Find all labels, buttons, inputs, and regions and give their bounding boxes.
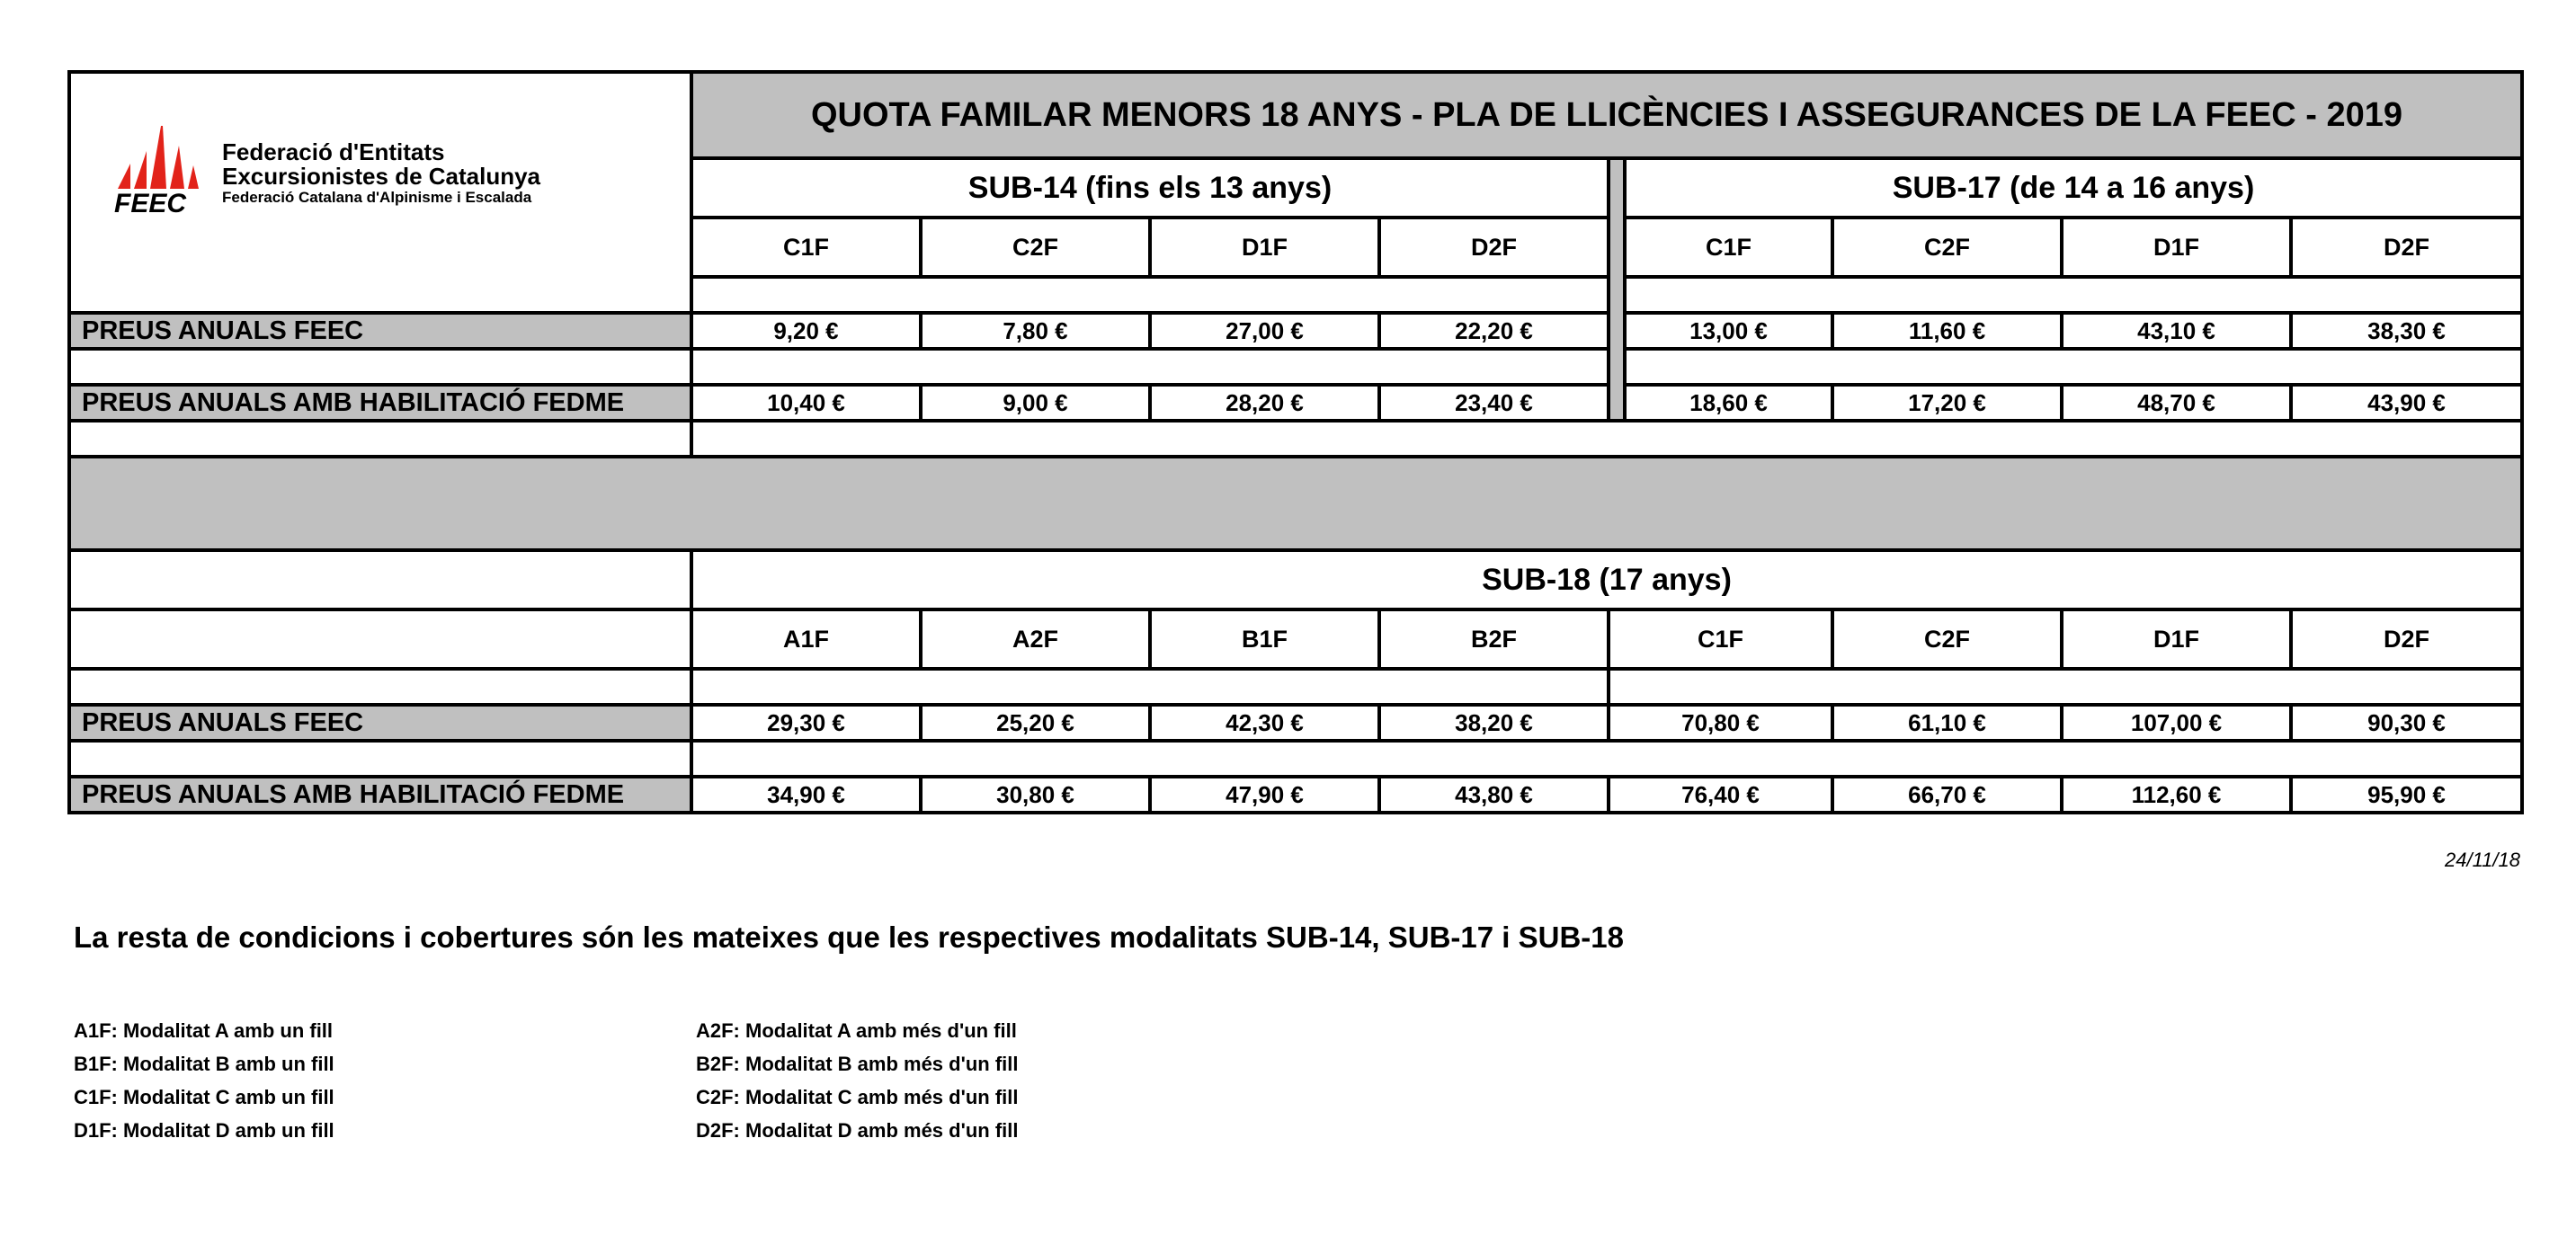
row-label: PREUS ANUALS FEEC	[69, 313, 691, 349]
blank-cell	[691, 741, 2522, 777]
price-cell: 9,20 €	[691, 313, 921, 349]
blank-cell	[1625, 349, 2522, 385]
table-row	[69, 705, 2522, 741]
price-cell: 10,40 €	[691, 385, 921, 421]
feec-logo	[111, 119, 540, 218]
price-cell: 76,40 €	[1609, 777, 1832, 813]
modality-header: C1F	[691, 218, 921, 277]
blank-cell	[69, 550, 691, 609]
group-separator	[1609, 158, 1625, 421]
blank-cell	[69, 349, 691, 385]
table-row	[69, 777, 2522, 813]
price-cell: 38,20 €	[1379, 705, 1609, 741]
conditions-note: La resta de condicions i cobertures són les mateixes que les respectives modalitats SUB-14, SUB-17 i SUB-18	[74, 920, 1624, 954]
row-label: PREUS ANUALS AMB HABILITACIÓ FEDME	[69, 385, 691, 421]
legend-item: D1F: Modalitat D amb un fill	[74, 1119, 334, 1142]
price-cell: 112,60 €	[2062, 777, 2291, 813]
logo-cell	[69, 72, 691, 313]
price-cell: 61,10 €	[1832, 705, 2062, 741]
legend-item: B2F: Modalitat B amb més d'un fill	[696, 1053, 1019, 1075]
price-cell: 7,80 €	[921, 313, 1150, 349]
feec-logo-icon	[111, 119, 211, 218]
modality-header: B1F	[1150, 609, 1379, 669]
page-title: QUOTA FAMILAR MENORS 18 ANYS - PLA DE LLICÈNCIES I ASSEGURANCES DE LA FEEC - 2019	[691, 72, 2522, 158]
logo-line-2: Excursionistes de Catalunya	[222, 163, 541, 191]
price-cell: 28,20 €	[1150, 385, 1379, 421]
section-band	[69, 457, 2522, 550]
blank-cell	[69, 741, 691, 777]
tariff-sheet	[67, 70, 2520, 814]
blank-cell	[691, 421, 2522, 457]
modality-header: D2F	[2291, 218, 2522, 277]
blank-cell	[69, 669, 691, 705]
price-cell: 43,10 €	[2062, 313, 2291, 349]
legend-item: D2F: Modalitat D amb més d'un fill	[696, 1119, 1019, 1142]
modality-header: C1F	[1625, 218, 1832, 277]
price-cell: 48,70 €	[2062, 385, 2291, 421]
blank-cell	[1609, 669, 2522, 705]
price-cell: 43,90 €	[2291, 385, 2522, 421]
price-cell: 23,40 €	[1379, 385, 1609, 421]
blank-cell	[1625, 277, 2522, 313]
row-label: PREUS ANUALS FEEC	[69, 705, 691, 741]
price-cell: 13,00 €	[1625, 313, 1832, 349]
document-date: 24/11/18	[2444, 849, 2520, 871]
legend-right	[696, 1014, 1018, 1147]
price-cell: 29,30 €	[691, 705, 921, 741]
price-table	[67, 70, 2524, 814]
price-cell: 42,30 €	[1150, 705, 1379, 741]
blank-cell	[691, 277, 1609, 313]
modality-header: A2F	[921, 609, 1150, 669]
blank-cell	[691, 669, 1609, 705]
price-cell: 47,90 €	[1150, 777, 1379, 813]
price-cell: 107,00 €	[2062, 705, 2291, 741]
legend-left	[74, 1014, 334, 1147]
blank-cell	[69, 421, 691, 457]
modality-header: C2F	[921, 218, 1150, 277]
legend-item: A2F: Modalitat A amb més d'un fill	[696, 1019, 1017, 1042]
price-cell: 38,30 €	[2291, 313, 2522, 349]
price-cell: 9,00 €	[921, 385, 1150, 421]
logo-line-3: Federació Catalana d'Alpinisme i Escalada	[222, 188, 532, 206]
modality-header: D2F	[2291, 609, 2522, 669]
price-cell: 18,60 €	[1625, 385, 1832, 421]
legend-item: C1F: Modalitat C amb un fill	[74, 1086, 334, 1108]
blank-cell	[69, 609, 691, 669]
modality-header: D1F	[1150, 218, 1379, 277]
price-cell: 70,80 €	[1609, 705, 1832, 741]
modality-header: A1F	[691, 609, 921, 669]
svg-text:FEEC: FEEC	[114, 189, 187, 218]
table-row	[69, 385, 2522, 421]
blank-cell	[691, 349, 1609, 385]
modality-header: C1F	[1609, 609, 1832, 669]
group-sub18: SUB-18 (17 anys)	[691, 550, 2522, 609]
table-row	[69, 313, 2522, 349]
modality-header: C2F	[1832, 609, 2062, 669]
price-cell: 27,00 €	[1150, 313, 1379, 349]
price-cell: 11,60 €	[1832, 313, 2062, 349]
legend-item: C2F: Modalitat C amb més d'un fill	[696, 1086, 1019, 1108]
modality-header: B2F	[1379, 609, 1609, 669]
price-cell: 30,80 €	[921, 777, 1150, 813]
price-cell: 34,90 €	[691, 777, 921, 813]
price-cell: 25,20 €	[921, 705, 1150, 741]
price-cell: 66,70 €	[1832, 777, 2062, 813]
group-sub17: SUB-17 (de 14 a 16 anys)	[1625, 158, 2522, 218]
row-label: PREUS ANUALS AMB HABILITACIÓ FEDME	[69, 777, 691, 813]
price-cell: 95,90 €	[2291, 777, 2522, 813]
modality-header: D1F	[2062, 218, 2291, 277]
price-cell: 17,20 €	[1832, 385, 2062, 421]
modality-header: D1F	[2062, 609, 2291, 669]
legend-item: B1F: Modalitat B amb un fill	[74, 1053, 334, 1075]
price-cell: 90,30 €	[2291, 705, 2522, 741]
modality-header: D2F	[1379, 218, 1609, 277]
logo-line-1: Federació d'Entitats	[222, 138, 445, 165]
group-sub14: SUB-14 (fins els 13 anys)	[691, 158, 1609, 218]
modality-header: C2F	[1832, 218, 2062, 277]
price-cell: 22,20 €	[1379, 313, 1609, 349]
legend-item: A1F: Modalitat A amb un fill	[74, 1019, 334, 1042]
price-cell: 43,80 €	[1379, 777, 1609, 813]
